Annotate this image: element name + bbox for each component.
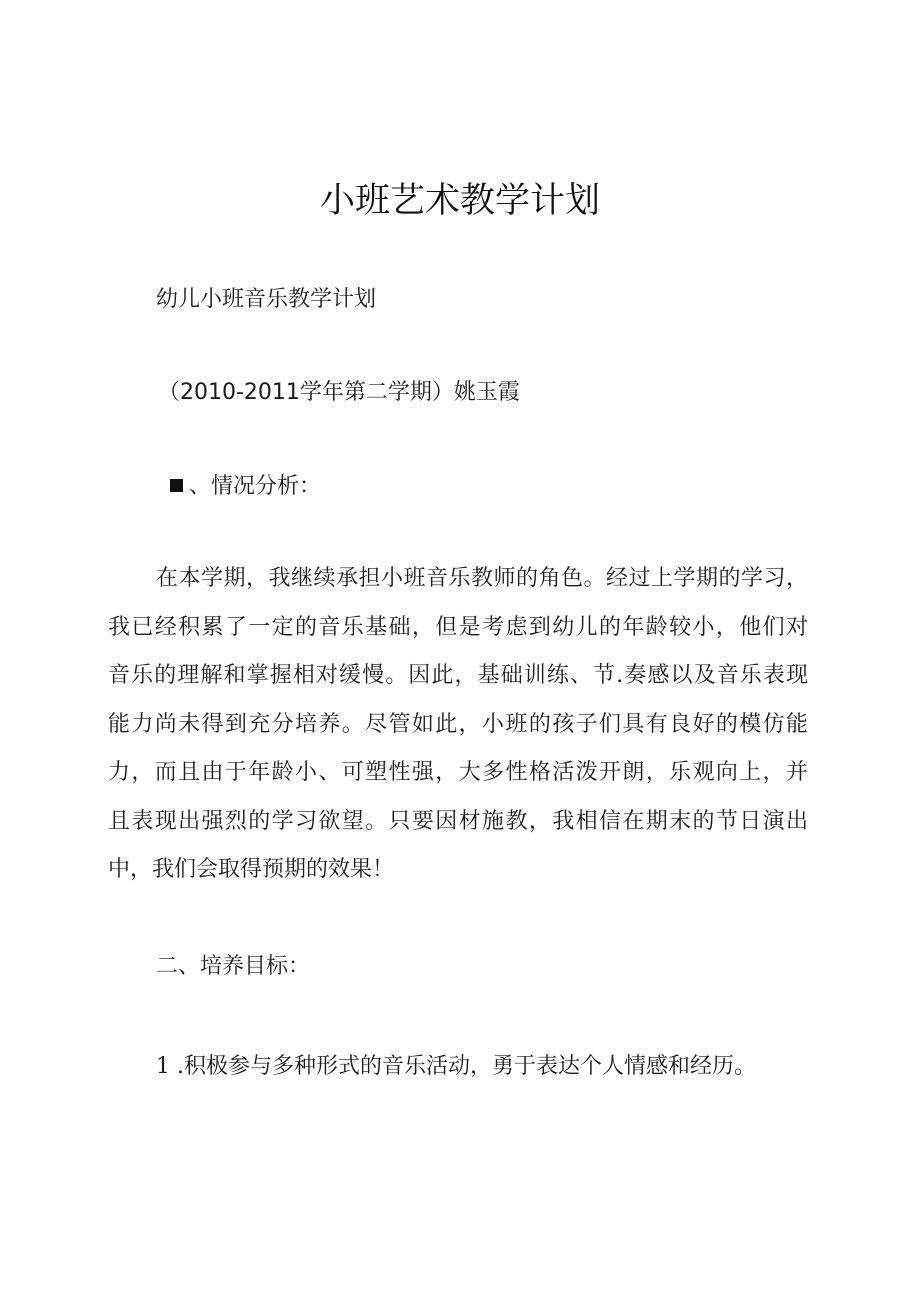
section-heading-training-goals: 二、培养目标： [156,954,311,979]
document-title: 小班艺术教学计划 [319,181,600,221]
analysis-paragraph [108,564,808,904]
paragraph-line: 力，而且由于年龄小、可塑性强，大多性格活泼开朗，乐观向上，并 [108,760,808,785]
goal-item-1: 1 .积极参与多种形式的音乐活动，勇于表达个人情感和经历。 [156,1054,756,1079]
paragraph-line: 能力尚未得到充分培养。尽管如此，小班的孩子们具有良好的模仿能 [108,711,808,737]
paragraph-line: 中，我们会取得预期的效果！ [108,857,395,882]
square-bullet-icon [170,479,183,492]
plan-subtitle: 幼儿小班音乐教学计划 [156,287,377,312]
paragraph-line: 我已经积累了一定的音乐基础，但是考虑到幼儿的年龄较小，他们对 [108,614,808,640]
section-heading-situation-analysis [170,472,321,502]
section-heading-text: 、情况分析： [189,474,322,499]
paragraph-line: 且表现出强烈的学习欲望。只要因材施教，我相信在期末的节日演出 [108,808,808,834]
term-and-author: （2010-2011学年第二学期）姚玉霞 [158,380,520,405]
paragraph-line: 在本学期，我继续承担小班音乐教师的角色。经过上学期的学习， [156,566,808,591]
paragraph-line: 音乐的理解和掌握相对缓慢。因此，基础训练、节.奏感以及音乐表现 [108,663,808,688]
